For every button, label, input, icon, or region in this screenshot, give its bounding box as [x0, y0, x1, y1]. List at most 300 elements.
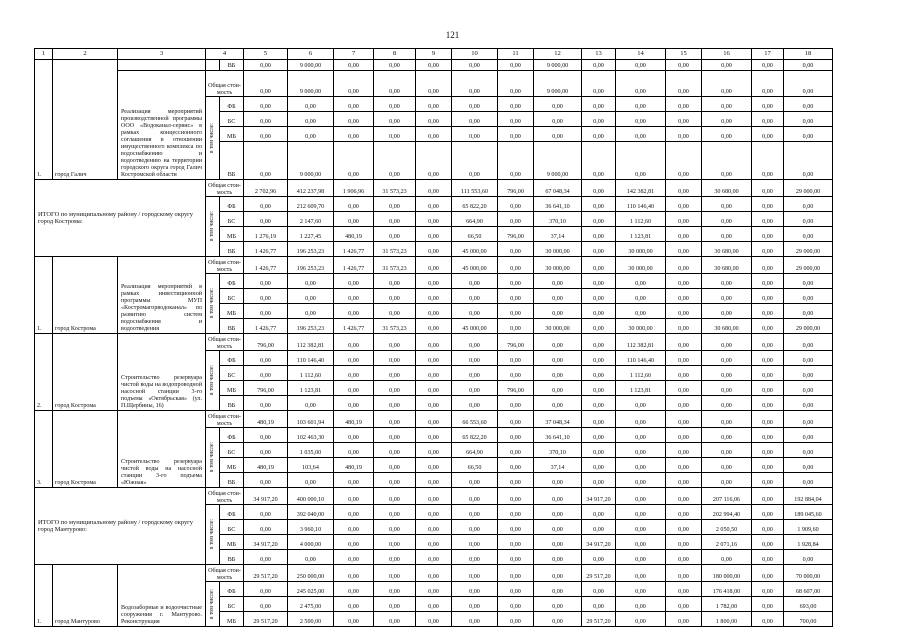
total-cost-label: Общая стои-мость	[206, 565, 244, 582]
value-cell: 212 609,70	[288, 197, 334, 212]
value-cell: 0,00	[616, 396, 666, 411]
value-cell: 0,00	[374, 227, 416, 242]
source-label-fb: ФБ	[220, 582, 244, 597]
value-cell: 36 641,10	[534, 197, 582, 212]
project-description: Строительство резервуара чистой воды на насосной станции 3-го подъема «Южная»	[118, 411, 206, 488]
value-cell: 0,00	[452, 381, 498, 396]
value-cell: 0,00	[374, 535, 416, 550]
value-cell: 0,00	[534, 304, 582, 319]
value-cell: 0,00	[452, 127, 498, 142]
value-cell: 0,00	[702, 366, 752, 381]
value-cell: 30 000,00	[534, 257, 582, 274]
itogo-label: ИТОГО по муниципальному району / городскому округу город Кострома:	[35, 180, 206, 257]
value-cell: 0,00	[666, 304, 702, 319]
value-cell: 4 000,00	[288, 535, 334, 550]
value-cell: 0,00	[416, 428, 452, 443]
value-cell: 0,00	[582, 396, 616, 411]
value-cell: 0,00	[416, 411, 452, 428]
value-cell: 0,00	[498, 550, 534, 565]
value-cell: 65 822,20	[452, 428, 498, 443]
value-cell: 0,00	[452, 334, 498, 351]
value-cell: 0,00	[416, 274, 452, 289]
value-cell: 0,00	[752, 411, 784, 428]
value-cell: 0,00	[498, 535, 534, 550]
value-cell: 0,00	[244, 505, 288, 520]
including-text: в том числе:	[209, 519, 216, 550]
value-cell: 0,00	[534, 488, 582, 505]
value-cell: 0,00	[498, 60, 534, 71]
value-cell: 0,00	[666, 597, 702, 612]
column-header: 5	[244, 49, 288, 60]
value-cell: 0,00	[784, 60, 833, 71]
value-cell: 0,00	[374, 71, 416, 97]
value-cell: 480,19	[334, 458, 374, 473]
value-cell: 1 906,96	[334, 180, 374, 197]
value-cell: 0,00	[582, 71, 616, 97]
value-cell: 1 426,77	[334, 242, 374, 257]
value-cell: 0,00	[498, 366, 534, 381]
value-cell: 796,00	[498, 381, 534, 396]
value-cell: 1 123,81	[616, 227, 666, 242]
value-cell: 0,00	[784, 443, 833, 458]
value-cell: 0,00	[334, 520, 374, 535]
including-label	[206, 97, 220, 180]
value-cell: 0,00	[374, 112, 416, 127]
value-cell: 0,00	[288, 289, 334, 304]
value-cell: 0,00	[784, 227, 833, 242]
value-cell: 0,00	[416, 612, 452, 627]
value-cell: 0,00	[616, 60, 666, 71]
value-cell: 0,00	[288, 274, 334, 289]
value-cell: 29 517,20	[244, 565, 288, 582]
value-cell: 0,00	[616, 428, 666, 443]
value-cell: 0,00	[666, 142, 702, 180]
value-cell: 0,00	[452, 473, 498, 488]
value-cell: 0,00	[334, 396, 374, 411]
value-cell: 0,00	[534, 550, 582, 565]
value-cell: 0,00	[244, 428, 288, 443]
row-number: 2.	[35, 334, 53, 411]
source-label-fb: ФБ	[220, 428, 244, 443]
value-cell: 0,00	[244, 520, 288, 535]
value-cell: 0,00	[416, 180, 452, 197]
value-cell: 0,00	[784, 274, 833, 289]
value-cell: 0,00	[666, 97, 702, 112]
value-cell: 0,00	[702, 428, 752, 443]
value-cell: 0,00	[752, 289, 784, 304]
source-label-vb: ВБ	[220, 242, 244, 257]
value-cell: 0,00	[752, 366, 784, 381]
value-cell: 0,00	[616, 71, 666, 97]
value-cell: 0,00	[334, 597, 374, 612]
value-cell: 0,00	[616, 535, 666, 550]
value-cell: 0,00	[498, 351, 534, 366]
value-cell: 0,00	[752, 458, 784, 473]
value-cell: 30 000,00	[616, 319, 666, 334]
value-cell: 0,00	[244, 289, 288, 304]
value-cell: 0,00	[534, 381, 582, 396]
value-cell: 0,00	[416, 565, 452, 582]
value-cell: 0,00	[374, 60, 416, 71]
value-cell: 0,00	[752, 334, 784, 351]
value-cell: 0,00	[784, 381, 833, 396]
value-cell: 0,00	[666, 212, 702, 227]
value-cell: 202 994,40	[702, 505, 752, 520]
value-cell: 0,00	[616, 565, 666, 582]
value-cell: 0,00	[288, 304, 334, 319]
value-cell: 0,00	[334, 127, 374, 142]
value-cell: 0,00	[452, 597, 498, 612]
place-name: город Галич	[53, 60, 118, 180]
source-label-fb: ФБ	[220, 505, 244, 520]
value-cell: 0,00	[416, 257, 452, 274]
value-cell: 0,00	[666, 520, 702, 535]
value-cell: 796,00	[498, 227, 534, 242]
value-cell: 664,90	[452, 212, 498, 227]
source-label-vb: ВБ	[220, 319, 244, 334]
value-cell: 0,00	[416, 212, 452, 227]
value-cell: 1 426,77	[244, 319, 288, 334]
value-cell: 0,00	[374, 565, 416, 582]
value-cell: 0,00	[534, 274, 582, 289]
including-label	[206, 505, 220, 565]
value-cell: 30 680,00	[702, 319, 752, 334]
value-cell: 0,00	[374, 197, 416, 212]
value-cell: 0,00	[784, 411, 833, 428]
table-row	[35, 180, 833, 197]
value-cell: 0,00	[452, 612, 498, 627]
value-cell: 0,00	[452, 488, 498, 505]
value-cell: 0,00	[416, 473, 452, 488]
value-cell: 0,00	[702, 274, 752, 289]
value-cell: 1 112,60	[616, 212, 666, 227]
value-cell: 0,00	[534, 127, 582, 142]
value-cell: 2 071,16	[702, 535, 752, 550]
place-name: город Кострома	[53, 257, 118, 334]
value-cell: 0,00	[416, 505, 452, 520]
value-cell: 30 000,00	[616, 242, 666, 257]
value-cell: 45 000,00	[452, 319, 498, 334]
value-cell: 0,00	[498, 428, 534, 443]
value-cell: 1 112,60	[616, 366, 666, 381]
value-cell: 0,00	[784, 366, 833, 381]
value-cell: 0,00	[498, 520, 534, 535]
value-cell: 0,00	[582, 242, 616, 257]
value-cell: 796,00	[244, 381, 288, 396]
value-cell: 0,00	[752, 319, 784, 334]
source-label-mb: МБ	[220, 381, 244, 396]
value-cell: 0,00	[374, 351, 416, 366]
value-cell: 68 607,00	[784, 582, 833, 597]
value-cell: 0,00	[452, 582, 498, 597]
value-cell: 1 426,77	[334, 257, 374, 274]
value-cell: 0,00	[374, 411, 416, 428]
value-cell: 0,00	[784, 428, 833, 443]
value-cell: 0,00	[498, 612, 534, 627]
value-cell: 0,00	[288, 97, 334, 112]
value-cell: 0,00	[534, 612, 582, 627]
value-cell: 103,64	[288, 458, 334, 473]
value-cell: 2 475,00	[288, 597, 334, 612]
value-cell: 0,00	[334, 488, 374, 505]
source-label-vb: ВБ	[220, 473, 244, 488]
place-name: город Мантурово	[53, 565, 118, 627]
value-cell: 0,00	[666, 505, 702, 520]
including-label	[206, 351, 220, 411]
value-cell: 0,00	[666, 257, 702, 274]
value-cell: 0,00	[702, 458, 752, 473]
column-header: 18	[784, 49, 833, 60]
table-row	[35, 488, 833, 505]
value-cell: 0,00	[666, 227, 702, 242]
value-cell: 31 573,23	[374, 180, 416, 197]
value-cell: 0,00	[534, 565, 582, 582]
source-label-fb: ФБ	[220, 274, 244, 289]
value-cell: 2 147,60	[288, 212, 334, 227]
including-text: в том числе:	[209, 211, 216, 242]
value-cell: 0,00	[244, 60, 288, 71]
value-cell: 0,00	[582, 97, 616, 112]
value-cell: 0,00	[702, 127, 752, 142]
value-cell: 0,00	[784, 304, 833, 319]
value-cell: 0,00	[666, 443, 702, 458]
value-cell: 0,00	[498, 97, 534, 112]
value-cell: 3 960,10	[288, 520, 334, 535]
table-row	[35, 257, 833, 274]
value-cell: 0,00	[374, 274, 416, 289]
value-cell: 0,00	[244, 71, 288, 97]
value-cell: 0,00	[416, 127, 452, 142]
value-cell: 111 553,60	[452, 180, 498, 197]
value-cell: 0,00	[582, 597, 616, 612]
itogo-label: ИТОГО по муниципальному району / городскому округу город Мантурово:	[35, 488, 206, 565]
value-cell: 0,00	[582, 142, 616, 180]
value-cell: 0,00	[244, 97, 288, 112]
source-label-vb: ВБ	[220, 396, 244, 411]
value-cell: 0,00	[374, 304, 416, 319]
value-cell: 0,00	[666, 71, 702, 97]
value-cell: 1 123,81	[288, 381, 334, 396]
value-cell: 0,00	[582, 289, 616, 304]
value-cell: 0,00	[534, 97, 582, 112]
column-header: 8	[374, 49, 416, 60]
value-cell: 0,00	[752, 197, 784, 212]
value-cell: 0,00	[374, 505, 416, 520]
value-cell: 0,00	[784, 351, 833, 366]
value-cell: 0,00	[582, 319, 616, 334]
value-cell: 0,00	[452, 520, 498, 535]
value-cell: 0,00	[752, 473, 784, 488]
value-cell: 0,00	[666, 289, 702, 304]
value-cell: 0,00	[666, 274, 702, 289]
empty-cell	[206, 60, 220, 71]
value-cell: 700,00	[784, 612, 833, 627]
value-cell: 0,00	[244, 582, 288, 597]
value-cell: 36 641,10	[534, 428, 582, 443]
value-cell: 0,00	[582, 304, 616, 319]
value-cell: 0,00	[616, 274, 666, 289]
value-cell: 0,00	[374, 520, 416, 535]
value-cell: 0,00	[374, 597, 416, 612]
value-cell: 0,00	[616, 473, 666, 488]
value-cell: 0,00	[666, 242, 702, 257]
value-cell: 192 884,04	[784, 488, 833, 505]
value-cell: 0,00	[752, 535, 784, 550]
value-cell: 0,00	[452, 142, 498, 180]
value-cell: 0,00	[498, 289, 534, 304]
value-cell: 0,00	[244, 304, 288, 319]
column-header: 13	[582, 49, 616, 60]
including-text: в том числе:	[209, 365, 216, 396]
value-cell: 0,00	[784, 458, 833, 473]
value-cell: 0,00	[702, 381, 752, 396]
total-cost-label: Общая стои-мость	[206, 334, 244, 351]
value-cell: 0,00	[416, 97, 452, 112]
value-cell: 0,00	[334, 112, 374, 127]
value-cell: 29 000,00	[784, 242, 833, 257]
value-cell: 0,00	[534, 289, 582, 304]
value-cell: 0,00	[498, 212, 534, 227]
including-label	[206, 197, 220, 257]
value-cell: 0,00	[666, 411, 702, 428]
value-cell: 0,00	[374, 458, 416, 473]
value-cell: 0,00	[666, 319, 702, 334]
value-cell: 0,00	[334, 304, 374, 319]
row-number: 3.	[35, 411, 53, 488]
source-label-vb: ВБ	[220, 550, 244, 565]
value-cell: 0,00	[334, 60, 374, 71]
value-cell: 0,00	[752, 127, 784, 142]
value-cell: 0,00	[416, 443, 452, 458]
column-header: 12	[534, 49, 582, 60]
value-cell: 0,00	[534, 334, 582, 351]
value-cell: 0,00	[498, 582, 534, 597]
value-cell: 29 000,00	[784, 257, 833, 274]
value-cell: 0,00	[582, 112, 616, 127]
value-cell: 196 253,23	[288, 319, 334, 334]
value-cell: 66 553,60	[452, 411, 498, 428]
value-cell: 0,00	[334, 565, 374, 582]
value-cell: 67 048,34	[534, 180, 582, 197]
value-cell: 0,00	[288, 127, 334, 142]
value-cell: 0,00	[666, 127, 702, 142]
value-cell: 0,00	[334, 550, 374, 565]
value-cell: 9 000,00	[534, 142, 582, 180]
value-cell: 0,00	[334, 274, 374, 289]
value-cell: 0,00	[498, 142, 534, 180]
value-cell: 664,90	[452, 443, 498, 458]
value-cell: 110 146,40	[616, 351, 666, 366]
column-header: 6	[288, 49, 334, 60]
value-cell: 0,00	[374, 366, 416, 381]
value-cell: 0,00	[784, 473, 833, 488]
value-cell: 693,00	[784, 597, 833, 612]
source-label-fb: ФБ	[220, 97, 244, 112]
value-cell: 0,00	[666, 565, 702, 582]
value-cell: 9 000,00	[288, 71, 334, 97]
value-cell: 796,00	[244, 334, 288, 351]
value-cell: 0,00	[416, 520, 452, 535]
value-cell: 0,00	[374, 396, 416, 411]
value-cell: 30 000,00	[534, 242, 582, 257]
table-row	[35, 565, 833, 582]
including-text: в том числе:	[209, 288, 216, 319]
value-cell: 0,00	[374, 127, 416, 142]
value-cell: 480,19	[334, 411, 374, 428]
value-cell: 0,00	[616, 550, 666, 565]
value-cell: 0,00	[498, 242, 534, 257]
value-cell: 0,00	[244, 396, 288, 411]
value-cell: 0,00	[666, 334, 702, 351]
column-header: 9	[416, 49, 452, 60]
value-cell: 0,00	[374, 334, 416, 351]
value-cell: 0,00	[534, 582, 582, 597]
source-label-fb: ФБ	[220, 197, 244, 212]
value-cell: 29 000,00	[784, 319, 833, 334]
column-header: 16	[702, 49, 752, 60]
value-cell: 0,00	[452, 396, 498, 411]
place-name: город Кострома	[53, 411, 118, 488]
value-cell: 0,00	[582, 505, 616, 520]
value-cell: 0,00	[666, 381, 702, 396]
value-cell: 0,00	[666, 473, 702, 488]
value-cell: 0,00	[784, 71, 833, 97]
value-cell: 0,00	[752, 488, 784, 505]
value-cell: 37,14	[534, 458, 582, 473]
value-cell: 0,00	[374, 612, 416, 627]
value-cell: 0,00	[582, 458, 616, 473]
value-cell: 0,00	[498, 112, 534, 127]
column-header: 3	[118, 49, 206, 60]
value-cell: 180 000,00	[702, 565, 752, 582]
value-cell: 0,00	[582, 366, 616, 381]
value-cell: 0,00	[244, 366, 288, 381]
value-cell: 0,00	[498, 411, 534, 428]
value-cell: 0,00	[416, 366, 452, 381]
total-cost-label: Общая стои-мость	[206, 180, 244, 197]
value-cell: 370,10	[534, 212, 582, 227]
source-label-bs: БС	[220, 212, 244, 227]
value-cell: 0,00	[452, 565, 498, 582]
value-cell: 196 253,23	[288, 257, 334, 274]
value-cell: 0,00	[616, 582, 666, 597]
value-cell: 0,00	[334, 473, 374, 488]
value-cell: 370,10	[534, 443, 582, 458]
value-cell: 2 050,50	[702, 520, 752, 535]
value-cell: 0,00	[752, 97, 784, 112]
value-cell: 0,00	[752, 112, 784, 127]
source-label-bs: БС	[220, 366, 244, 381]
value-cell: 0,00	[334, 289, 374, 304]
value-cell: 0,00	[498, 71, 534, 97]
value-cell: 30 000,00	[616, 257, 666, 274]
value-cell: 0,00	[582, 180, 616, 197]
value-cell: 0,00	[244, 351, 288, 366]
value-cell: 0,00	[784, 127, 833, 142]
column-header: 10	[452, 49, 498, 60]
value-cell: 250 000,00	[288, 565, 334, 582]
value-cell: 1 227,45	[288, 227, 334, 242]
value-cell: 0,00	[582, 582, 616, 597]
value-cell: 0,00	[582, 473, 616, 488]
value-cell: 0,00	[334, 505, 374, 520]
value-cell: 0,00	[374, 428, 416, 443]
value-cell: 0,00	[244, 127, 288, 142]
value-cell: 0,00	[702, 443, 752, 458]
value-cell: 412 237,98	[288, 180, 334, 197]
value-cell: 0,00	[534, 366, 582, 381]
value-cell: 1 426,77	[244, 242, 288, 257]
